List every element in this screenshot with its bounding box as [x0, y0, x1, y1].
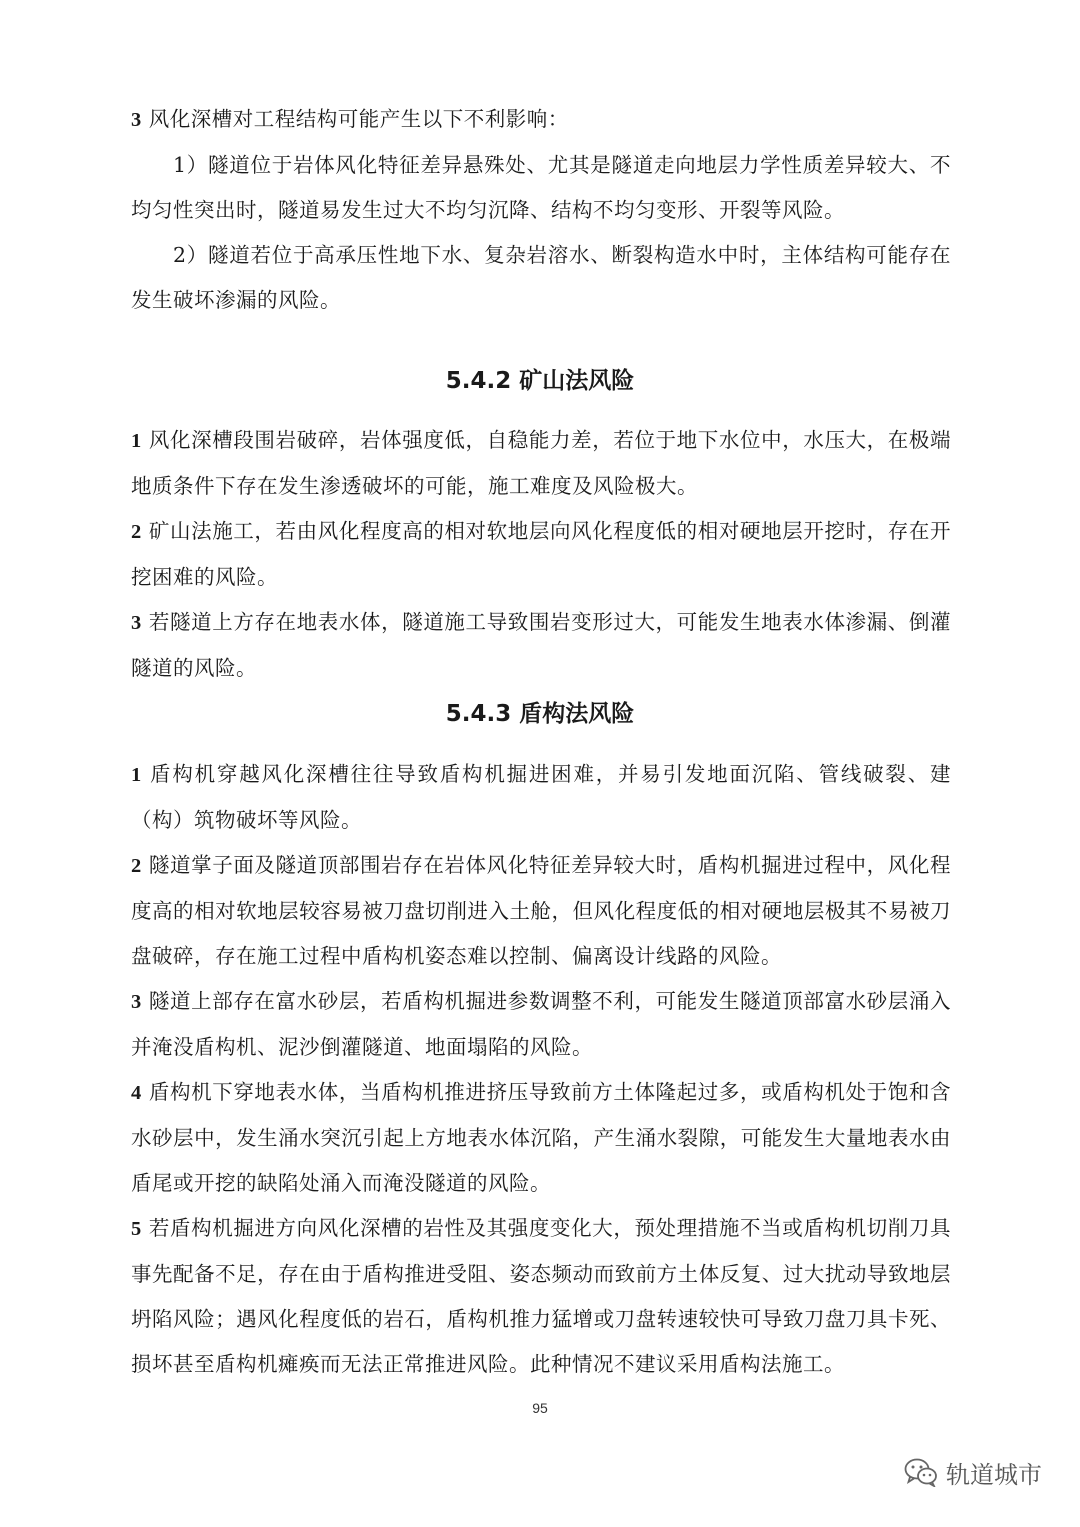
item-number: 2: [131, 521, 142, 543]
paragraph-item-4: [131, 1070, 951, 1206]
paragraph-item-3: [131, 97, 951, 143]
paragraph-item-5: [131, 1206, 951, 1387]
item-text: 风化深槽对工程结构可能产生以下不利影响：: [141, 107, 569, 131]
item-text: 风化深槽段围岩破碎，岩体强度低，自稳能力差，若位于地下水位中，水压大，在极端地质条件下存在发生渗透破坏的可能，施工难度及风险极大。: [131, 428, 951, 498]
item-text: 隧道上部存在富水砂层，若盾构机掘进参数调整不利，可能发生隧道顶部富水砂层涌入并淹没盾构机、泥沙倒灌隧道、地面塌陷的风险。: [131, 989, 951, 1059]
item-number: 5: [131, 1218, 142, 1240]
paragraph-item-3: [131, 600, 951, 691]
paragraph-item-2: [131, 843, 951, 979]
item-text: 若盾构机掘进方向风化深槽的岩性及其强度变化大，预处理措施不当或盾构机切削刀具事先配备不足，存在由于盾构推进受阻、姿态频动而致前方土体反复、过大扰动导致地层坍陷风险；遇风化程度低的岩石，盾构机推力猛增或刀盘转速较快可导致刀盘刀具卡死、损坏甚至盾构机瘫痪而无法正常推进风险。此种情况不建议采用盾构法施工。: [131, 1216, 951, 1376]
sub-item-2: 2）隧道若位于高承压性地下水、复杂岩溶水、断裂构造水中时，主体结构可能存在发生破坏渗漏的风险。: [131, 243, 951, 312]
item-text: 隧道掌子面及隧道顶部围岩存在岩体风化特征差异较大时，盾构机掘进过程中，风化程度高的相对软地层较容易被刀盘切削进入土舱，但风化程度低的相对硬地层极其不易被刀盘破碎，存在施工过程中盾构机姿态难以控制、偏离设计线路的风险。: [131, 853, 951, 968]
page-number: 95: [532, 1400, 548, 1416]
item-number: 1: [131, 764, 142, 786]
paragraph-item-2: [131, 509, 951, 600]
item-number: 3: [131, 991, 142, 1013]
item-text: 盾构机下穿地表水体，当盾构机推进挤压导致前方土体隆起过多，或盾构机处于饱和含水砂层中，发生涌水突沉引起上方地表水体沉陷，产生涌水裂隙，可能发生大量地表水由盾尾或开挖的缺陷处涌入而淹没隧道的风险。: [131, 1080, 951, 1195]
item-number: 2: [131, 855, 142, 877]
item-number: 1: [131, 430, 142, 452]
item-number: 3: [131, 612, 142, 634]
item-text: 矿山法施工，若由风化程度高的相对软地层向风化程度低的相对硬地层开挖时，存在开挖困难的风险。: [131, 519, 951, 589]
section-heading-5-4-2: 5.4.2 矿山法风险: [445, 368, 635, 394]
item-number: 3: [131, 109, 142, 131]
paragraph-item-3: [131, 979, 951, 1070]
section-shield-method-risks: [131, 752, 951, 1387]
section-heading-5-4-3: 5.4.3 盾构法风险: [445, 701, 635, 727]
item-text: 若隧道上方存在地表水体，隧道施工导致围岩变形过大，可能发生地表水体渗漏、倒灌隧道的风险。: [131, 610, 951, 680]
item-text: 盾构机穿越风化深槽往往导致盾构机掘进困难，并易引发地面沉陷、管线破裂、建（构）筑物破坏等风险。: [131, 762, 951, 832]
source-watermark: [904, 1452, 1042, 1492]
section-mining-method-risks: [131, 418, 951, 691]
section-structural-impact: [131, 97, 951, 323]
paragraph-item-1: [131, 752, 951, 843]
wechat-icon: [904, 1457, 938, 1487]
item-number: 4: [131, 1082, 142, 1104]
paragraph-item-1: [131, 418, 951, 509]
sub-item-1: 1）隧道位于岩体风化特征差异悬殊处、尤其是隧道走向地层力学性质差异较大、不均匀性突出时，隧道易发生过大不均匀沉降、结构不均匀变形、开裂等风险。: [131, 153, 951, 222]
watermark-text: 轨道城市: [946, 1460, 1042, 1489]
